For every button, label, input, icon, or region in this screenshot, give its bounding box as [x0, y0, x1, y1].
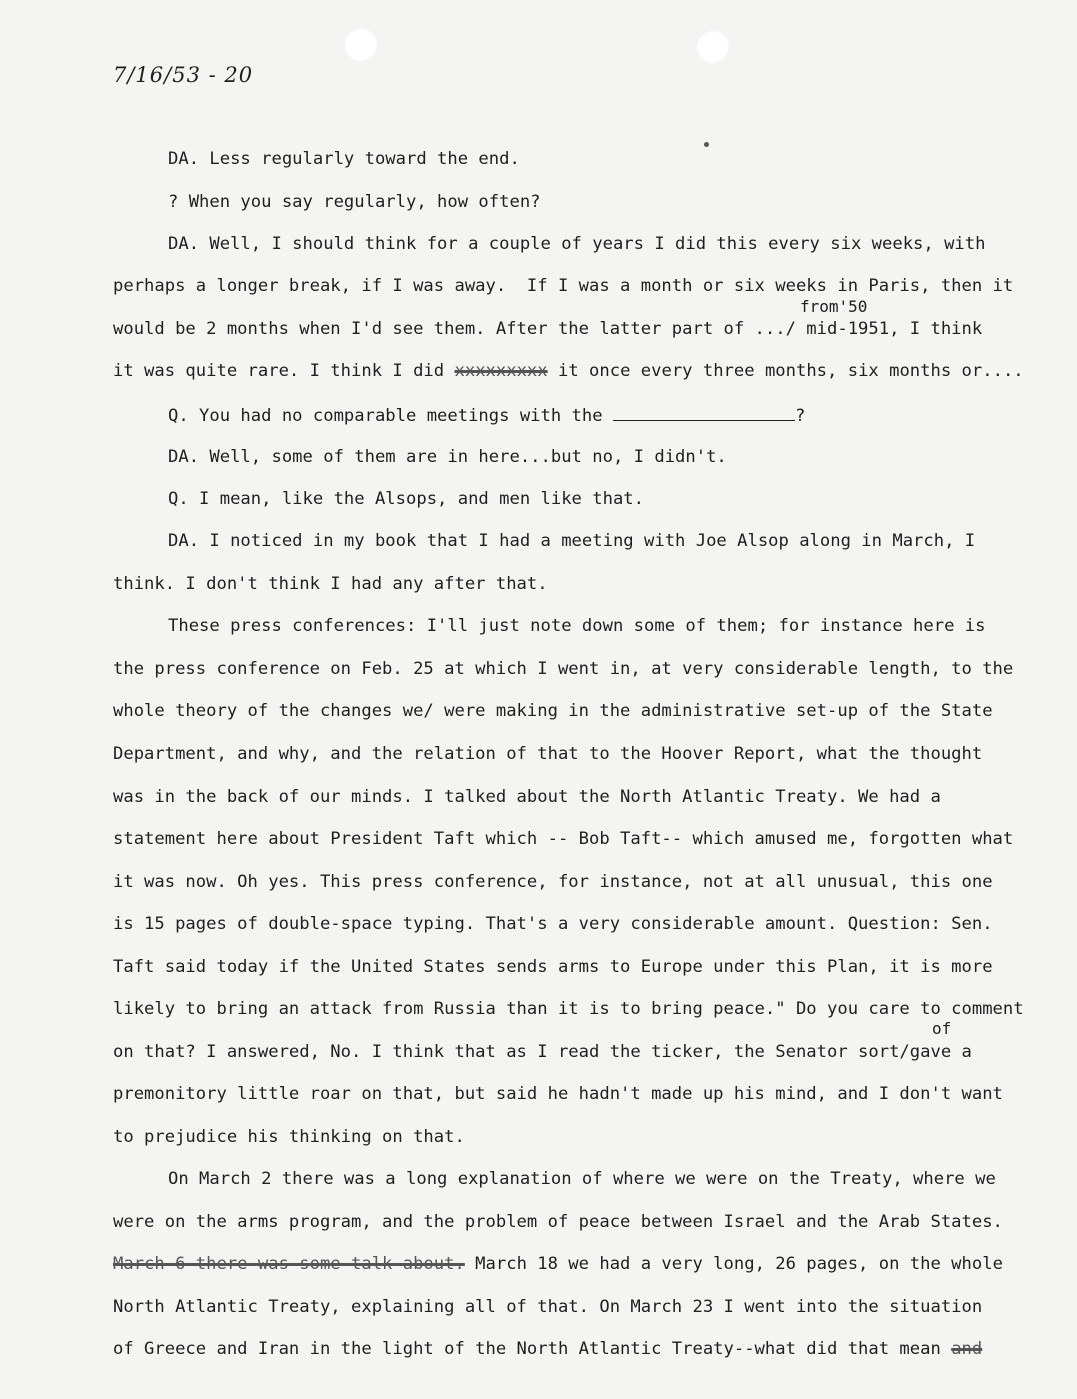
- line-20: Taft said today if the United States sends arms to Europe under this Plan, it is more: [113, 957, 993, 977]
- struck-phrase: March 6 there was some talk about.: [113, 1254, 465, 1274]
- line-15: Department, and why, and the relation of that to the Hoover Report, what the thought: [113, 744, 983, 764]
- line-1: DA. Less regularly toward the end.: [168, 149, 520, 169]
- line-6: [113, 360, 1024, 382]
- line-27: [113, 1253, 1003, 1275]
- line-12: These press conferences: I'll just note down some of them; for instance here is: [168, 616, 986, 636]
- line-25: On March 2 there was a long explanation of where we were on the Treaty, where we: [168, 1169, 996, 1189]
- line-16: was in the back of our minds. I talked about the North Atlantic Treaty. We had a: [113, 787, 941, 807]
- line-11: think. I don't think I had any after that.: [113, 574, 548, 594]
- line-21: likely to bring an attack from Russia than it is to bring peace." Do you care to comment: [113, 999, 1024, 1019]
- line-17: statement here about President Taft which -- Bob Taft-- which amused me, forgotten what: [113, 829, 1014, 849]
- blank-underline: [613, 403, 795, 421]
- line-29-text: of Greece and Iran in the light of the North Atlantic Treaty--what did that mean: [113, 1339, 941, 1359]
- punch-hole-left: [343, 27, 377, 61]
- line-6-start: it was quite rare. I think I did: [113, 361, 445, 381]
- line-10: DA. I noticed in my book that I had a meeting with Joe Alsop along in March, I: [168, 531, 976, 551]
- line-23: premonitory little roar on that, but said he hadn't made up his mind, and I don't want: [113, 1084, 1003, 1104]
- line-7-text: Q. You had no comparable meetings with the: [168, 406, 603, 426]
- line-7: [168, 403, 805, 427]
- page-header: 7/16/53 - 20: [113, 63, 254, 87]
- line-29: [113, 1338, 982, 1360]
- interlinear-of: of: [932, 1019, 952, 1038]
- line-19: is 15 pages of double-space typing. That's a very considerable amount. Question: Sen.: [113, 914, 993, 934]
- punch-hole-right: [695, 29, 729, 63]
- line-4: perhaps a longer break, if I was away. If I was a month or six weeks in Paris, then it: [113, 276, 1014, 296]
- line-13: the press conference on Feb. 25 at which I went in, at very considerable length, to the: [113, 659, 1014, 679]
- line-27-text: March 18 we had a very long, 26 pages, on the whole: [464, 1254, 1003, 1274]
- struck-end: and: [951, 1339, 983, 1359]
- line-8: DA. Well, some of them are in here...but no, I didn't.: [168, 447, 727, 467]
- line-18: it was now. Oh yes. This press conference, for instance, not at all unusual, this one: [113, 872, 993, 892]
- line-26: were on the arms program, and the problem of peace between Israel and the Arab States.: [113, 1212, 1003, 1232]
- struck-word: xxxxxxxxx: [454, 361, 548, 381]
- line-7-qmark: ?: [794, 406, 806, 426]
- line-9: Q. I mean, like the Alsops, and men like that.: [168, 489, 644, 509]
- paper-speck: [704, 142, 709, 147]
- interlinear-from-50: from'50: [800, 297, 868, 316]
- line-28: North Atlantic Treaty, explaining all of that. On March 23 I went into the situation: [113, 1297, 983, 1317]
- line-22: on that? I answered, No. I think that as I read the ticker, the Senator sort/gave a: [113, 1042, 972, 1062]
- line-5: would be 2 months when I'd see them. After the latter part of .../ mid-1951, I think: [113, 319, 983, 339]
- line-24: to prejudice his thinking on that.: [113, 1127, 465, 1147]
- line-3: DA. Well, I should think for a couple of years I did this every six weeks, with: [168, 234, 986, 254]
- line-2: ? When you say regularly, how often?: [168, 192, 541, 212]
- line-6-end: it once every three months, six months or....: [547, 361, 1024, 381]
- line-14: whole theory of the changes we/ were making in the administrative set-up of the State: [113, 701, 993, 721]
